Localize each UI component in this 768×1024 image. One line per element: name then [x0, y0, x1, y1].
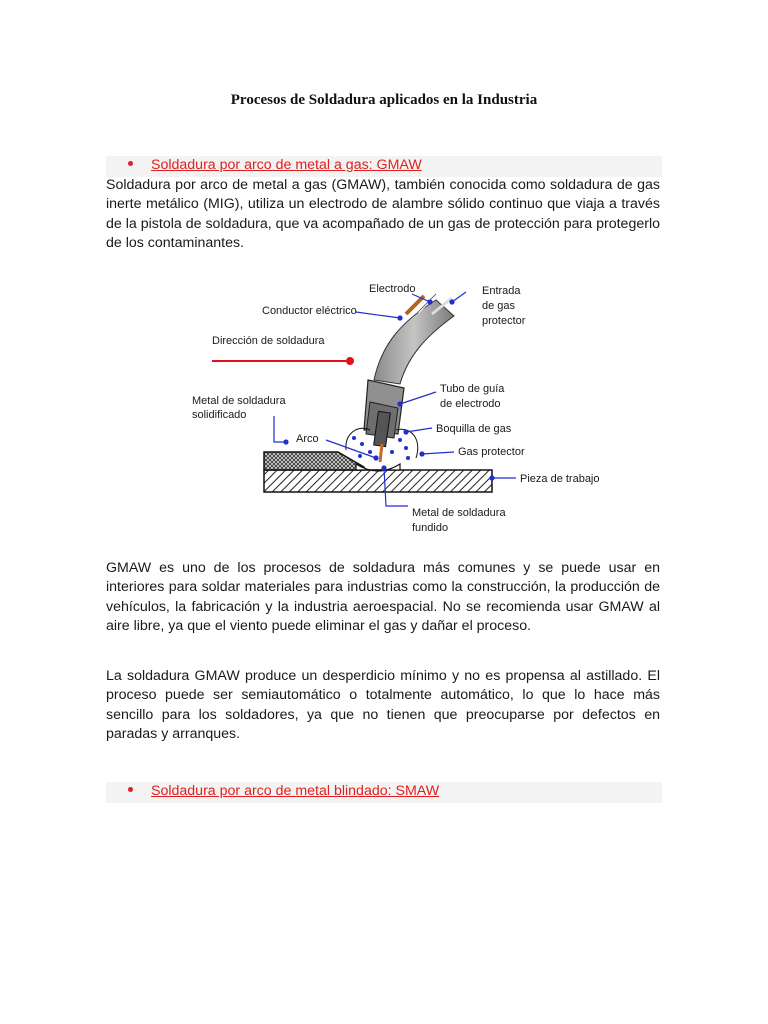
label-electrodo: Electrodo [369, 283, 416, 295]
paragraph-gmaw-intro: Soldadura por arco de metal a gas (GMAW), también conocida como soldadura de gas inerte metálico (MIG), utiliza un electrodo de alambre sólido continuo que viaja a través de la pistola de soldadura, que va acompañado de un gas de protección para protegerlo de los contaminantes. [106, 177, 660, 252]
workpiece-plate [264, 470, 492, 492]
label-gas-protector: Gas protector [458, 446, 525, 458]
label-tubo-1: Tubo de guía [440, 383, 505, 395]
label-metal-solidificado-2: solidificado [192, 409, 247, 421]
label-metal-fundido-2: fundido [412, 522, 449, 534]
solidified-weld-bead [264, 452, 364, 470]
label-metal-fundido-1: Metal de soldadura [412, 507, 506, 519]
gmaw-welding-diagram [186, 272, 616, 542]
label-boquilla: Boquilla de gas [436, 423, 512, 435]
link-gmaw[interactable]: Soldadura por arco de metal a gas: GMAW [151, 157, 422, 173]
label-arco: Arco [296, 433, 319, 445]
label-pieza: Pieza de trabajo [520, 473, 600, 485]
molten-pool [356, 464, 400, 471]
bullet-item-gmaw [106, 156, 662, 177]
label-direccion: Dirección de soldadura [212, 335, 325, 347]
bullet-icon [128, 787, 133, 792]
label-conductor: Conductor eléctrico [262, 305, 357, 317]
paragraph-gmaw-benefits: La soldadura GMAW produce un desperdicio mínimo y no es propensa al astillado. El proceso puede ser semiautomático o totalmente automático, lo que lo hace más sencillo para los soldadores, ya que no tienen que preocuparse por defectos en paradas y arranques. [106, 668, 660, 743]
bullet-icon [128, 161, 133, 166]
bullet-item-smaw [106, 782, 662, 803]
label-entrada-1: Entrada [482, 285, 521, 297]
label-metal-solidificado-1: Metal de soldadura [192, 395, 286, 407]
paragraph-gmaw-uses: GMAW es uno de los procesos de soldadura más comunes y se puede usar en interiores para soldar materiales para industrias como la construcción, la producción de vehículos, la fabricación y la industria aeroespacial. No se recomienda usar GMAW al aire libre, ya que el viento puede eliminar el gas y dañar el proceso. [106, 560, 660, 635]
document-title: Procesos de Soldadura aplicados en la Industria [230, 92, 538, 108]
gun-hose [374, 300, 454, 384]
label-entrada-2: de gas [482, 300, 516, 312]
label-entrada-3: protector [482, 315, 526, 327]
label-tubo-2: de electrodo [440, 398, 501, 410]
link-smaw[interactable]: Soldadura por arco de metal blindado: SMAW [151, 783, 440, 799]
